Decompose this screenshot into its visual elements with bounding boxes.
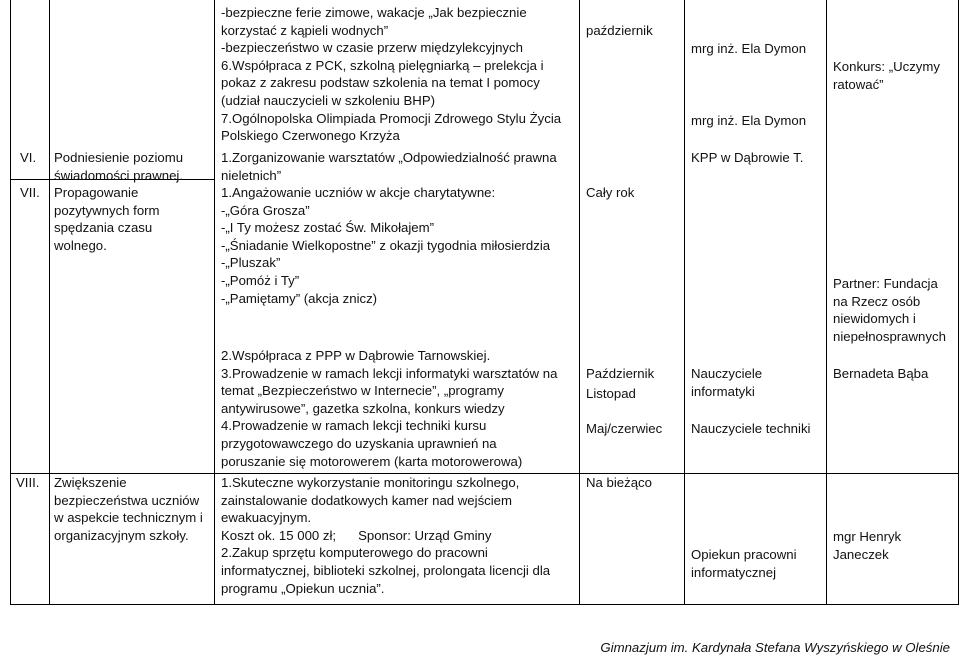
table-border-left — [10, 0, 11, 605]
responsible-3: KPP w Dąbrowie T. — [691, 150, 804, 165]
task-line: -„Pamiętamy” (akcja znicz) — [221, 290, 378, 306]
task-line: 7.Ogólnopolska Olimpiada Promocji Zdrowego Stylu Życia — [221, 110, 562, 126]
table-border-right — [958, 0, 959, 605]
section-title-line: Propagowanie — [54, 185, 139, 200]
note-line: niewidomych i — [833, 311, 916, 327]
responsible-line: informatycznej — [691, 564, 777, 580]
table-col-line-1 — [49, 0, 50, 605]
task-line: 2.Zakup sprzętu komputerowego do pracowni — [221, 545, 488, 561]
page-footer: Gimnazjum im. Kardynała Stefana Wyszyńskiego w Oleśnie — [600, 640, 950, 655]
note-line: niepełnosprawnych — [833, 328, 946, 344]
task-line: -bezpieczne ferie zimowe, wakacje „Jak bezpiecznie — [221, 5, 527, 20]
task-line: korzystać z kąpieli wodnych” — [221, 22, 389, 38]
task-line: Polskiego Czerwonego Krzyża — [221, 128, 400, 144]
task-line: 6.Współpraca z PCK, szkolną pielęgniarką – prelekcja i — [221, 57, 544, 73]
note-line: Janeczek — [833, 546, 889, 562]
task-line: -„I Ty możesz zostać Św. Mikołajem” — [221, 220, 435, 236]
section-number-vii: VII. — [20, 185, 40, 200]
responsible-1: mrg inż. Ela Dymon — [691, 41, 807, 56]
term-5: Maj/czerwiec — [586, 421, 663, 436]
tasks-block-2 — [221, 149, 557, 184]
task-line: nieletnich” — [221, 167, 282, 183]
task-line: 1.Skuteczne wykorzystanie monitoringu szkolnego, — [221, 475, 520, 490]
responsible-4 — [691, 365, 762, 400]
term-4: Listopad — [586, 386, 636, 401]
tasks-block-1 — [221, 4, 561, 145]
term-1: październik — [586, 23, 653, 38]
table-border-bottom — [10, 604, 959, 605]
task-line: zainstalowanie dodatkowych kamer nad wejściem — [221, 492, 513, 508]
section-title-line: wolnego. — [54, 237, 107, 253]
term-6: Na bieżąco — [586, 475, 652, 490]
note-line: ratować” — [833, 76, 884, 92]
note-line: Konkurs: „Uczymy — [833, 59, 940, 74]
task-line: -bezpieczeństwo w czasie przerw międzylekcyjnych — [221, 40, 523, 56]
section-title-line: bezpieczeństwa uczniów — [54, 492, 200, 508]
tasks-block-5 — [221, 474, 550, 597]
task-line: przygotowawczego do uzyskania uprawnień na — [221, 435, 497, 451]
section-title-line: spędzania czasu — [54, 220, 153, 236]
task-line: 1.Zorganizowanie warsztatów „Odpowiedzialność prawna — [221, 150, 557, 165]
note-3: Bernadeta Bąba — [833, 366, 929, 381]
task-line: 1.Angażowanie uczniów w akcje charytatywne: — [221, 185, 496, 200]
section-title-line: Podniesienie poziomu — [54, 150, 184, 165]
note-line: Partner: Fundacja — [833, 276, 938, 291]
table-col-line-5 — [826, 0, 827, 605]
note-2 — [833, 275, 946, 345]
section-title-line: świadomości prawnej. — [54, 167, 183, 183]
responsible-line: Nauczyciele — [691, 366, 763, 381]
table-col-line-2 — [214, 0, 215, 605]
section-number-vi: VI. — [20, 150, 37, 165]
section-title-line: w aspekcie technicznym i — [54, 510, 203, 526]
task-line: antywirusowe”, gazetka szkolna, konkurs wiedzy — [221, 400, 505, 416]
note-line: na Rzecz osób — [833, 293, 921, 309]
term-2: Cały rok — [586, 185, 635, 200]
section-title-line: organizacyjnym szkoły. — [54, 527, 189, 543]
responsible-line: Opiekun pracowni — [691, 547, 797, 562]
term-3: Październik — [586, 366, 655, 381]
task-line: ewakuacyjnym. — [221, 510, 312, 526]
table-col-line-3 — [579, 0, 580, 605]
note-line: mgr Henryk — [833, 529, 902, 544]
task-line: -„Śniadanie Wielkopostne” z okazji tygodnia miłosierdzia — [221, 237, 551, 253]
responsible-line: informatyki — [691, 383, 755, 399]
task-line: 3.Prowadzenie w ramach lekcji informatyki warsztatów na — [221, 365, 558, 381]
section-title-vi — [54, 149, 183, 184]
task-line: -„Pomóż i Ty” — [221, 272, 300, 288]
tasks-block-3 — [221, 184, 550, 307]
task-line: poruszanie się motorowerem (karta motorowerowa) — [221, 453, 523, 469]
task-line: temat „Bezpieczeństwo w Internecie”, „programy — [221, 383, 504, 399]
task-line: -„Pluszak” — [221, 255, 281, 271]
section-title-line: pozytywnych form — [54, 202, 160, 218]
section-title-line: Zwiększenie — [54, 475, 127, 490]
task-line: (udział nauczycieli w szkoleniu BHP) — [221, 92, 436, 108]
task-line: informatycznej, biblioteki szkolnej, prolongata licencji dla — [221, 562, 551, 578]
task-line: 2.Współpraca z PPP w Dąbrowie Tarnowskiej. — [221, 348, 491, 363]
responsible-5: Nauczyciele techniki — [691, 421, 811, 436]
task-line: 4.Prowadzenie w ramach lekcji techniki kursu — [221, 418, 487, 434]
note-4 — [833, 528, 901, 563]
section-number-viii: VIII. — [16, 475, 40, 490]
responsible-2: mrg inż. Ela Dymon — [691, 113, 807, 128]
responsible-6 — [691, 546, 797, 581]
task-line: programu „Opiekun ucznia”. — [221, 580, 385, 596]
task-line: -„Góra Grosza” — [221, 202, 310, 218]
section-title-vii — [54, 184, 160, 254]
table-col-line-4 — [684, 0, 685, 605]
task-line: pokaz z zakresu podstaw szkolenia na temat I pomocy — [221, 75, 540, 91]
task-line: Koszt ok. 15 000 zł; Sponsor: Urząd Gminy — [221, 527, 492, 543]
note-1 — [833, 58, 940, 93]
section-title-viii — [54, 474, 203, 544]
tasks-block-4 — [221, 347, 557, 470]
